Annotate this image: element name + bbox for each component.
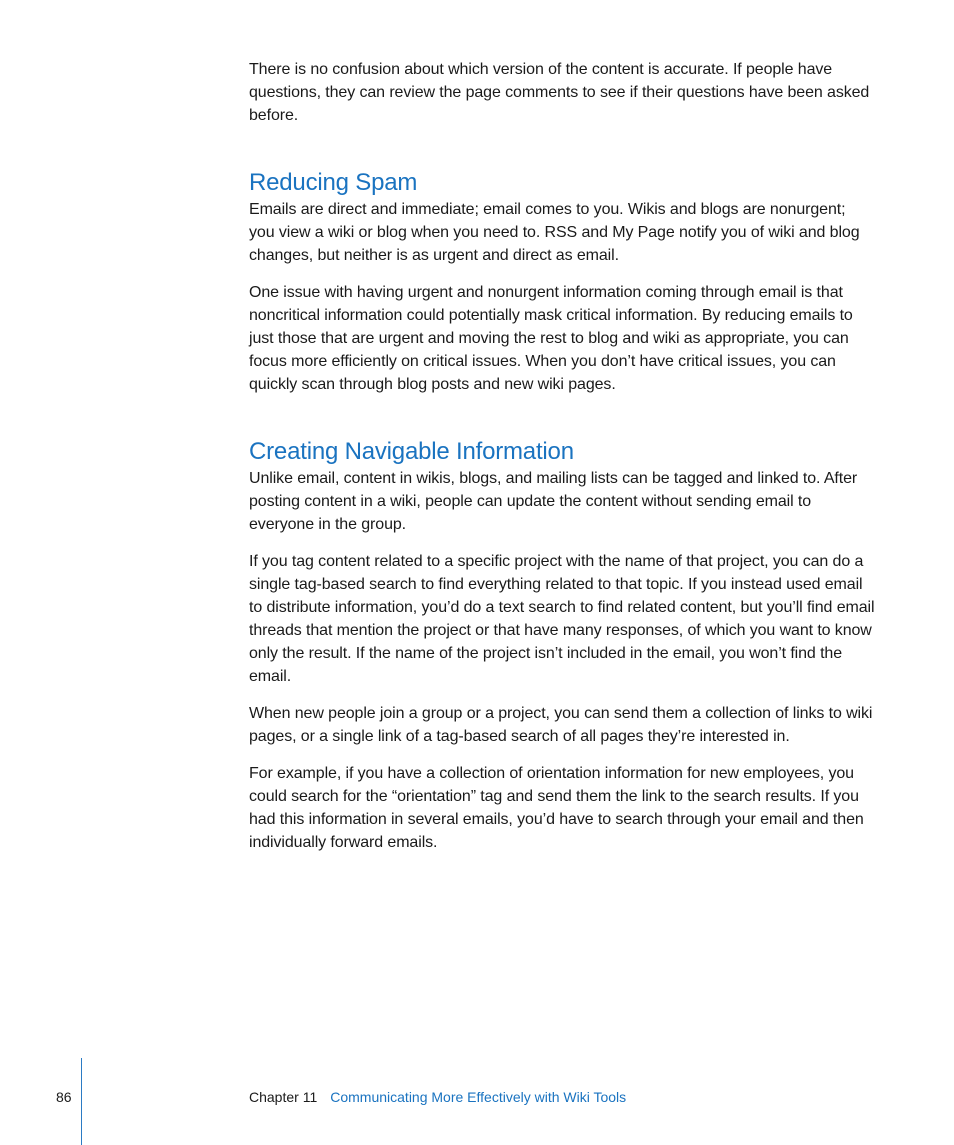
paragraph: Unlike email, content in wikis, blogs, and mailing lists can be tagged and linked to. After posting content in a wiki, people can update the content without sending email to everyone in the group. [249, 470, 858, 533]
section-heading-reducing-spam: Reducing Spam [249, 169, 418, 196]
footer-divider [81, 1058, 82, 1145]
section-heading-creating-navigable-information: Creating Navigable Information [249, 438, 574, 465]
page-number: 86 [56, 1089, 72, 1105]
paragraph: For example, if you have a collection of orientation information for new employees, you could search for the “orientation” tag and send them the link to the search results. If you had this information in several emails, you’d have to search through your email and then individually forward emails. [249, 765, 864, 851]
chapter-title-link[interactable]: Communicating More Effectively with Wiki Tools [330, 1089, 627, 1105]
paragraph: One issue with having urgent and nonurgent information coming through email is that noncritical information could potentially mask critical information. By reducing emails to just those that are urgent and moving the rest to blog and wiki as appropriate, you can focus more efficiently on critical issues. When you don’t have critical issues, you can quickly scan through blog posts and new wiki pages. [249, 284, 853, 393]
intro-paragraph: There is no confusion about which version of the content is accurate. If people have questions, they can review the page comments to see if their questions have been asked before. [249, 61, 870, 124]
chapter-label: Chapter 11 [249, 1089, 318, 1105]
paragraph: When new people join a group or a project, you can send them a collection of links to wiki pages, or a single link of a tag-based search of all pages they’re interested in. [249, 705, 873, 745]
page-content [249, 58, 875, 868]
paragraph: If you tag content related to a specific project with the name of that project, you can do a single tag-based search to find everything related to that topic. If you instead used email to distribute information, you’d do a text search to find related content, but you’ll find email threads that mention the project or that have many responses, of which you want to know only the result. If the name of the project isn’t included in the email, you won’t find the email. [249, 553, 875, 685]
footer-chapter [249, 1088, 626, 1106]
paragraph: Emails are direct and immediate; email comes to you. Wikis and blogs are nonurgent; you view a wiki or blog when you need to. RSS and My Page notify you of wiki and blog changes, but neither is as urgent and direct as email. [249, 201, 860, 264]
